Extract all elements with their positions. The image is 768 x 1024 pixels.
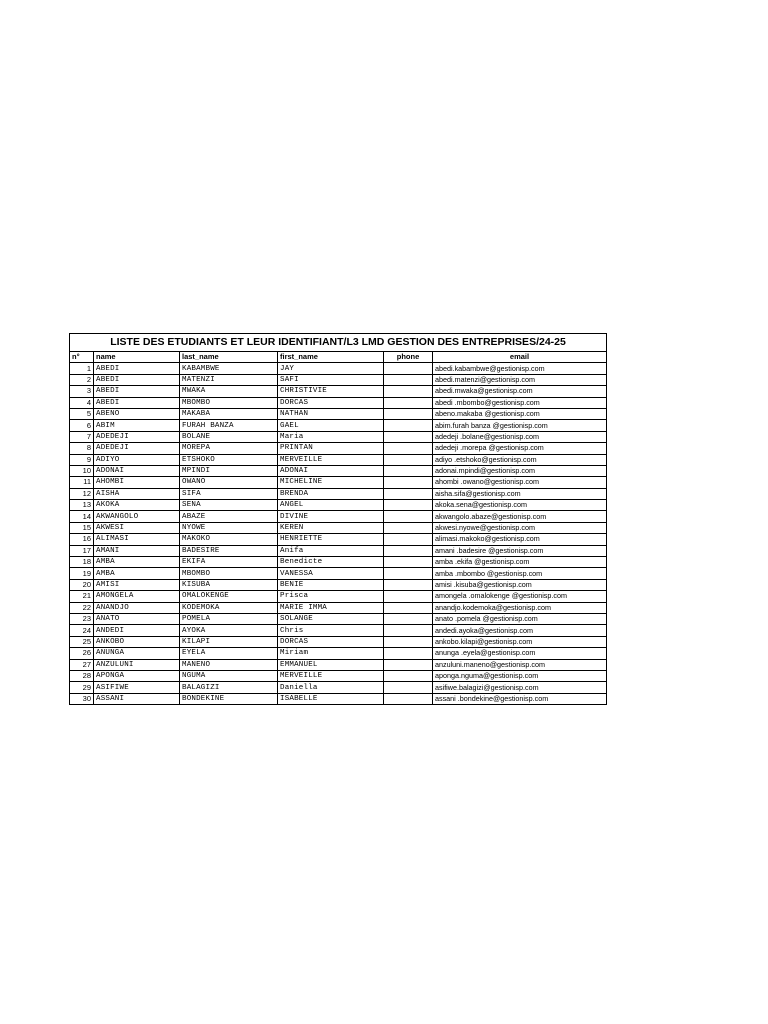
cell-name: ADEDEJI bbox=[94, 431, 180, 442]
cell-first-name: BRENDA bbox=[278, 488, 384, 499]
cell-email: ahombi .owano@gestionisp.com bbox=[433, 477, 607, 488]
cell-first-name: MERVEILLE bbox=[278, 670, 384, 681]
cell-name: ANATO bbox=[94, 613, 180, 624]
cell-number: 9 bbox=[70, 454, 94, 465]
cell-email: akwesi.nyowe@gestionisp.com bbox=[433, 522, 607, 533]
cell-first-name: DORCAS bbox=[278, 397, 384, 408]
cell-email: alimasi.makoko@gestionisp.com bbox=[433, 534, 607, 545]
cell-email: aisha.sifa@gestionisp.com bbox=[433, 488, 607, 499]
cell-email: adedeji .morepa @gestionisp.com bbox=[433, 443, 607, 454]
cell-number: 15 bbox=[70, 522, 94, 533]
cell-email: anato .pomela @gestionisp.com bbox=[433, 613, 607, 624]
cell-first-name: HENRIETTE bbox=[278, 534, 384, 545]
cell-first-name: PRINTAN bbox=[278, 443, 384, 454]
cell-last-name: KISUBA bbox=[180, 579, 278, 590]
cell-first-name: GAEL bbox=[278, 420, 384, 431]
cell-number: 17 bbox=[70, 545, 94, 556]
cell-name: ANANDJO bbox=[94, 602, 180, 613]
cell-name: AMISI bbox=[94, 579, 180, 590]
cell-email: amba .mbombo @gestionisp.com bbox=[433, 568, 607, 579]
cell-email: anandjo.kodemoka@gestionisp.com bbox=[433, 602, 607, 613]
cell-last-name: MBOMBO bbox=[180, 397, 278, 408]
cell-email: akwangolo.abaze@gestionisp.com bbox=[433, 511, 607, 522]
cell-name: ABEDI bbox=[94, 374, 180, 385]
table-row bbox=[70, 443, 607, 454]
table-row bbox=[70, 636, 607, 647]
cell-number: 1 bbox=[70, 363, 94, 374]
cell-name: AMBA bbox=[94, 557, 180, 568]
cell-phone bbox=[384, 670, 433, 681]
cell-first-name: MICHELINE bbox=[278, 477, 384, 488]
cell-first-name: MARIE IMMA bbox=[278, 602, 384, 613]
cell-number: 30 bbox=[70, 693, 94, 704]
cell-number: 29 bbox=[70, 682, 94, 693]
cell-email: amba .ekifa @gestionisp.com bbox=[433, 557, 607, 568]
cell-number: 3 bbox=[70, 386, 94, 397]
cell-first-name: KEREN bbox=[278, 522, 384, 533]
header-email: email bbox=[433, 352, 607, 363]
cell-phone bbox=[384, 511, 433, 522]
cell-number: 27 bbox=[70, 659, 94, 670]
cell-number: 11 bbox=[70, 477, 94, 488]
cell-phone bbox=[384, 454, 433, 465]
cell-email: abedi .mbombo@gestionisp.com bbox=[433, 397, 607, 408]
cell-last-name: EKIFA bbox=[180, 557, 278, 568]
cell-email: abedi.mwaka@gestionisp.com bbox=[433, 386, 607, 397]
cell-first-name: Chris bbox=[278, 625, 384, 636]
cell-email: amani .badesire @gestionisp.com bbox=[433, 545, 607, 556]
cell-last-name: MOREPA bbox=[180, 443, 278, 454]
cell-last-name: ETSHOKO bbox=[180, 454, 278, 465]
cell-phone bbox=[384, 374, 433, 385]
cell-number: 24 bbox=[70, 625, 94, 636]
cell-last-name: POMELA bbox=[180, 613, 278, 624]
cell-email: amongela .omalokenge @gestionisp.com bbox=[433, 591, 607, 602]
cell-phone bbox=[384, 408, 433, 419]
cell-phone bbox=[384, 636, 433, 647]
cell-last-name: OWANO bbox=[180, 477, 278, 488]
cell-number: 10 bbox=[70, 465, 94, 476]
cell-name: AKOKA bbox=[94, 500, 180, 511]
cell-last-name: MANENO bbox=[180, 659, 278, 670]
cell-phone bbox=[384, 545, 433, 556]
cell-first-name: EMMANUEL bbox=[278, 659, 384, 670]
cell-first-name: Anifa bbox=[278, 545, 384, 556]
cell-phone bbox=[384, 625, 433, 636]
cell-first-name: NATHAN bbox=[278, 408, 384, 419]
cell-name: AISHA bbox=[94, 488, 180, 499]
cell-last-name: KODEMOKA bbox=[180, 602, 278, 613]
cell-number: 25 bbox=[70, 636, 94, 647]
cell-first-name: ANGEL bbox=[278, 500, 384, 511]
cell-last-name: MBOMBO bbox=[180, 568, 278, 579]
cell-first-name: Miriam bbox=[278, 648, 384, 659]
cell-phone bbox=[384, 420, 433, 431]
table-row bbox=[70, 579, 607, 590]
cell-name: ABIM bbox=[94, 420, 180, 431]
cell-first-name: Daniella bbox=[278, 682, 384, 693]
cell-phone bbox=[384, 397, 433, 408]
cell-name: ANUNGA bbox=[94, 648, 180, 659]
table-row bbox=[70, 522, 607, 533]
cell-name: AMANI bbox=[94, 545, 180, 556]
cell-name: ABEDI bbox=[94, 363, 180, 374]
table-title: LISTE DES ETUDIANTS ET LEUR IDENTIFIANT/L3 LMD GESTION DES ENTREPRISES/24-25 bbox=[70, 334, 607, 352]
cell-email: asifiwe.balagizi@gestionisp.com bbox=[433, 682, 607, 693]
table-row bbox=[70, 477, 607, 488]
cell-last-name: OMALOKENGE bbox=[180, 591, 278, 602]
cell-phone bbox=[384, 363, 433, 374]
cell-name: ANKOBO bbox=[94, 636, 180, 647]
cell-last-name: KABAMBWE bbox=[180, 363, 278, 374]
cell-first-name: DORCAS bbox=[278, 636, 384, 647]
cell-number: 22 bbox=[70, 602, 94, 613]
cell-name: AHOMBI bbox=[94, 477, 180, 488]
cell-last-name: ABAZE bbox=[180, 511, 278, 522]
cell-first-name: ISABELLE bbox=[278, 693, 384, 704]
cell-first-name: SAFI bbox=[278, 374, 384, 385]
cell-number: 20 bbox=[70, 579, 94, 590]
cell-last-name: NGUMA bbox=[180, 670, 278, 681]
cell-last-name: BADESIRE bbox=[180, 545, 278, 556]
cell-email: akoka.sena@gestionisp.com bbox=[433, 500, 607, 511]
table-row bbox=[70, 488, 607, 499]
cell-name: APONGA bbox=[94, 670, 180, 681]
table-row bbox=[70, 500, 607, 511]
cell-first-name: CHRISTIVIE bbox=[278, 386, 384, 397]
student-list-table bbox=[69, 333, 607, 705]
cell-name: AMBA bbox=[94, 568, 180, 579]
cell-number: 7 bbox=[70, 431, 94, 442]
cell-number: 2 bbox=[70, 374, 94, 385]
cell-email: andedi.ayoka@gestionisp.com bbox=[433, 625, 607, 636]
header-row bbox=[70, 352, 607, 363]
table-row bbox=[70, 420, 607, 431]
cell-last-name: MPINDI bbox=[180, 465, 278, 476]
table-row bbox=[70, 557, 607, 568]
cell-last-name: KILAPI bbox=[180, 636, 278, 647]
cell-first-name: MERVEILLE bbox=[278, 454, 384, 465]
table-row bbox=[70, 397, 607, 408]
table-row bbox=[70, 465, 607, 476]
cell-first-name: Prisca bbox=[278, 591, 384, 602]
header-last-name: last_name bbox=[180, 352, 278, 363]
cell-last-name: EYELA bbox=[180, 648, 278, 659]
cell-number: 18 bbox=[70, 557, 94, 568]
table-row bbox=[70, 682, 607, 693]
cell-number: 14 bbox=[70, 511, 94, 522]
cell-number: 23 bbox=[70, 613, 94, 624]
cell-phone bbox=[384, 488, 433, 499]
table-row bbox=[70, 568, 607, 579]
header-name: name bbox=[94, 352, 180, 363]
cell-phone bbox=[384, 682, 433, 693]
cell-name: ABEDI bbox=[94, 397, 180, 408]
cell-number: 21 bbox=[70, 591, 94, 602]
cell-number: 6 bbox=[70, 420, 94, 431]
cell-phone bbox=[384, 500, 433, 511]
cell-phone bbox=[384, 465, 433, 476]
cell-number: 12 bbox=[70, 488, 94, 499]
cell-first-name: VANESSA bbox=[278, 568, 384, 579]
cell-email: abeno.makaba @gestionisp.com bbox=[433, 408, 607, 419]
cell-phone bbox=[384, 431, 433, 442]
cell-name: ADEDEJI bbox=[94, 443, 180, 454]
cell-last-name: BALAGIZI bbox=[180, 682, 278, 693]
table-row bbox=[70, 363, 607, 374]
cell-email: amisi .kisuba@gestionisp.com bbox=[433, 579, 607, 590]
header-phone: phone bbox=[384, 352, 433, 363]
cell-last-name: MAKOKO bbox=[180, 534, 278, 545]
cell-last-name: NYOWE bbox=[180, 522, 278, 533]
cell-email: ankobo.kilapi@gestionisp.com bbox=[433, 636, 607, 647]
cell-email: abedi.kabambwe@gestionisp.com bbox=[433, 363, 607, 374]
table-row bbox=[70, 670, 607, 681]
cell-phone bbox=[384, 386, 433, 397]
cell-name: AKWESI bbox=[94, 522, 180, 533]
cell-phone bbox=[384, 591, 433, 602]
header-number: n° bbox=[70, 352, 94, 363]
table-row bbox=[70, 591, 607, 602]
cell-number: 4 bbox=[70, 397, 94, 408]
cell-email: adedeji .bolane@gestionisp.com bbox=[433, 431, 607, 442]
cell-last-name: MATENZI bbox=[180, 374, 278, 385]
cell-first-name: ADONAI bbox=[278, 465, 384, 476]
table-row bbox=[70, 374, 607, 385]
cell-last-name: AYOKA bbox=[180, 625, 278, 636]
header-first-name: first_name bbox=[278, 352, 384, 363]
cell-phone bbox=[384, 602, 433, 613]
cell-number: 8 bbox=[70, 443, 94, 454]
cell-name: ABENO bbox=[94, 408, 180, 419]
cell-phone bbox=[384, 443, 433, 454]
table-row bbox=[70, 386, 607, 397]
cell-last-name: MAKABA bbox=[180, 408, 278, 419]
cell-last-name: SIFA bbox=[180, 488, 278, 499]
cell-name: ASIFIWE bbox=[94, 682, 180, 693]
cell-first-name: Maria bbox=[278, 431, 384, 442]
cell-phone bbox=[384, 534, 433, 545]
table-row bbox=[70, 602, 607, 613]
cell-number: 5 bbox=[70, 408, 94, 419]
cell-email: assani .bondekine@gestionisp.com bbox=[433, 693, 607, 704]
cell-name: ANDEDI bbox=[94, 625, 180, 636]
cell-last-name: FURAH BANZA bbox=[180, 420, 278, 431]
cell-phone bbox=[384, 613, 433, 624]
cell-first-name: BENIE bbox=[278, 579, 384, 590]
cell-first-name: DIVINE bbox=[278, 511, 384, 522]
cell-phone bbox=[384, 693, 433, 704]
cell-phone bbox=[384, 522, 433, 533]
cell-name: ABEDI bbox=[94, 386, 180, 397]
cell-phone bbox=[384, 477, 433, 488]
cell-first-name: JAY bbox=[278, 363, 384, 374]
table-row bbox=[70, 625, 607, 636]
cell-number: 28 bbox=[70, 670, 94, 681]
cell-name: AKWANGOLO bbox=[94, 511, 180, 522]
table-row bbox=[70, 431, 607, 442]
cell-last-name: BOLANE bbox=[180, 431, 278, 442]
title-row bbox=[70, 334, 607, 352]
table-row bbox=[70, 534, 607, 545]
cell-number: 26 bbox=[70, 648, 94, 659]
cell-number: 13 bbox=[70, 500, 94, 511]
cell-name: ALIMASI bbox=[94, 534, 180, 545]
cell-name: ADONAI bbox=[94, 465, 180, 476]
cell-number: 19 bbox=[70, 568, 94, 579]
cell-phone bbox=[384, 648, 433, 659]
cell-name: ANZULUNI bbox=[94, 659, 180, 670]
cell-email: anunga .eyela@gestionisp.com bbox=[433, 648, 607, 659]
cell-name: ADIYO bbox=[94, 454, 180, 465]
cell-name: AMONGELA bbox=[94, 591, 180, 602]
cell-phone bbox=[384, 557, 433, 568]
cell-first-name: SOLANGE bbox=[278, 613, 384, 624]
table-row bbox=[70, 613, 607, 624]
cell-email: anzuluni.maneno@gestionisp.com bbox=[433, 659, 607, 670]
cell-phone bbox=[384, 659, 433, 670]
cell-email: abedi.matenzi@gestionisp.com bbox=[433, 374, 607, 385]
cell-last-name: SENA bbox=[180, 500, 278, 511]
cell-email: abim.furah banza @gestionisp.com bbox=[433, 420, 607, 431]
table-row bbox=[70, 693, 607, 704]
table-row bbox=[70, 454, 607, 465]
cell-number: 16 bbox=[70, 534, 94, 545]
table-row bbox=[70, 408, 607, 419]
cell-name: ASSANI bbox=[94, 693, 180, 704]
cell-phone bbox=[384, 579, 433, 590]
table-row bbox=[70, 511, 607, 522]
table-row bbox=[70, 545, 607, 556]
cell-first-name: Benedicte bbox=[278, 557, 384, 568]
cell-phone bbox=[384, 568, 433, 579]
table-row bbox=[70, 659, 607, 670]
cell-email: adiyo .etshoko@gestionisp.com bbox=[433, 454, 607, 465]
cell-email: aponga.nguma@gestionisp.com bbox=[433, 670, 607, 681]
table-row bbox=[70, 648, 607, 659]
cell-last-name: MWAKA bbox=[180, 386, 278, 397]
cell-last-name: BONDEKINE bbox=[180, 693, 278, 704]
cell-email: adonai.mpindi@gestionisp.com bbox=[433, 465, 607, 476]
